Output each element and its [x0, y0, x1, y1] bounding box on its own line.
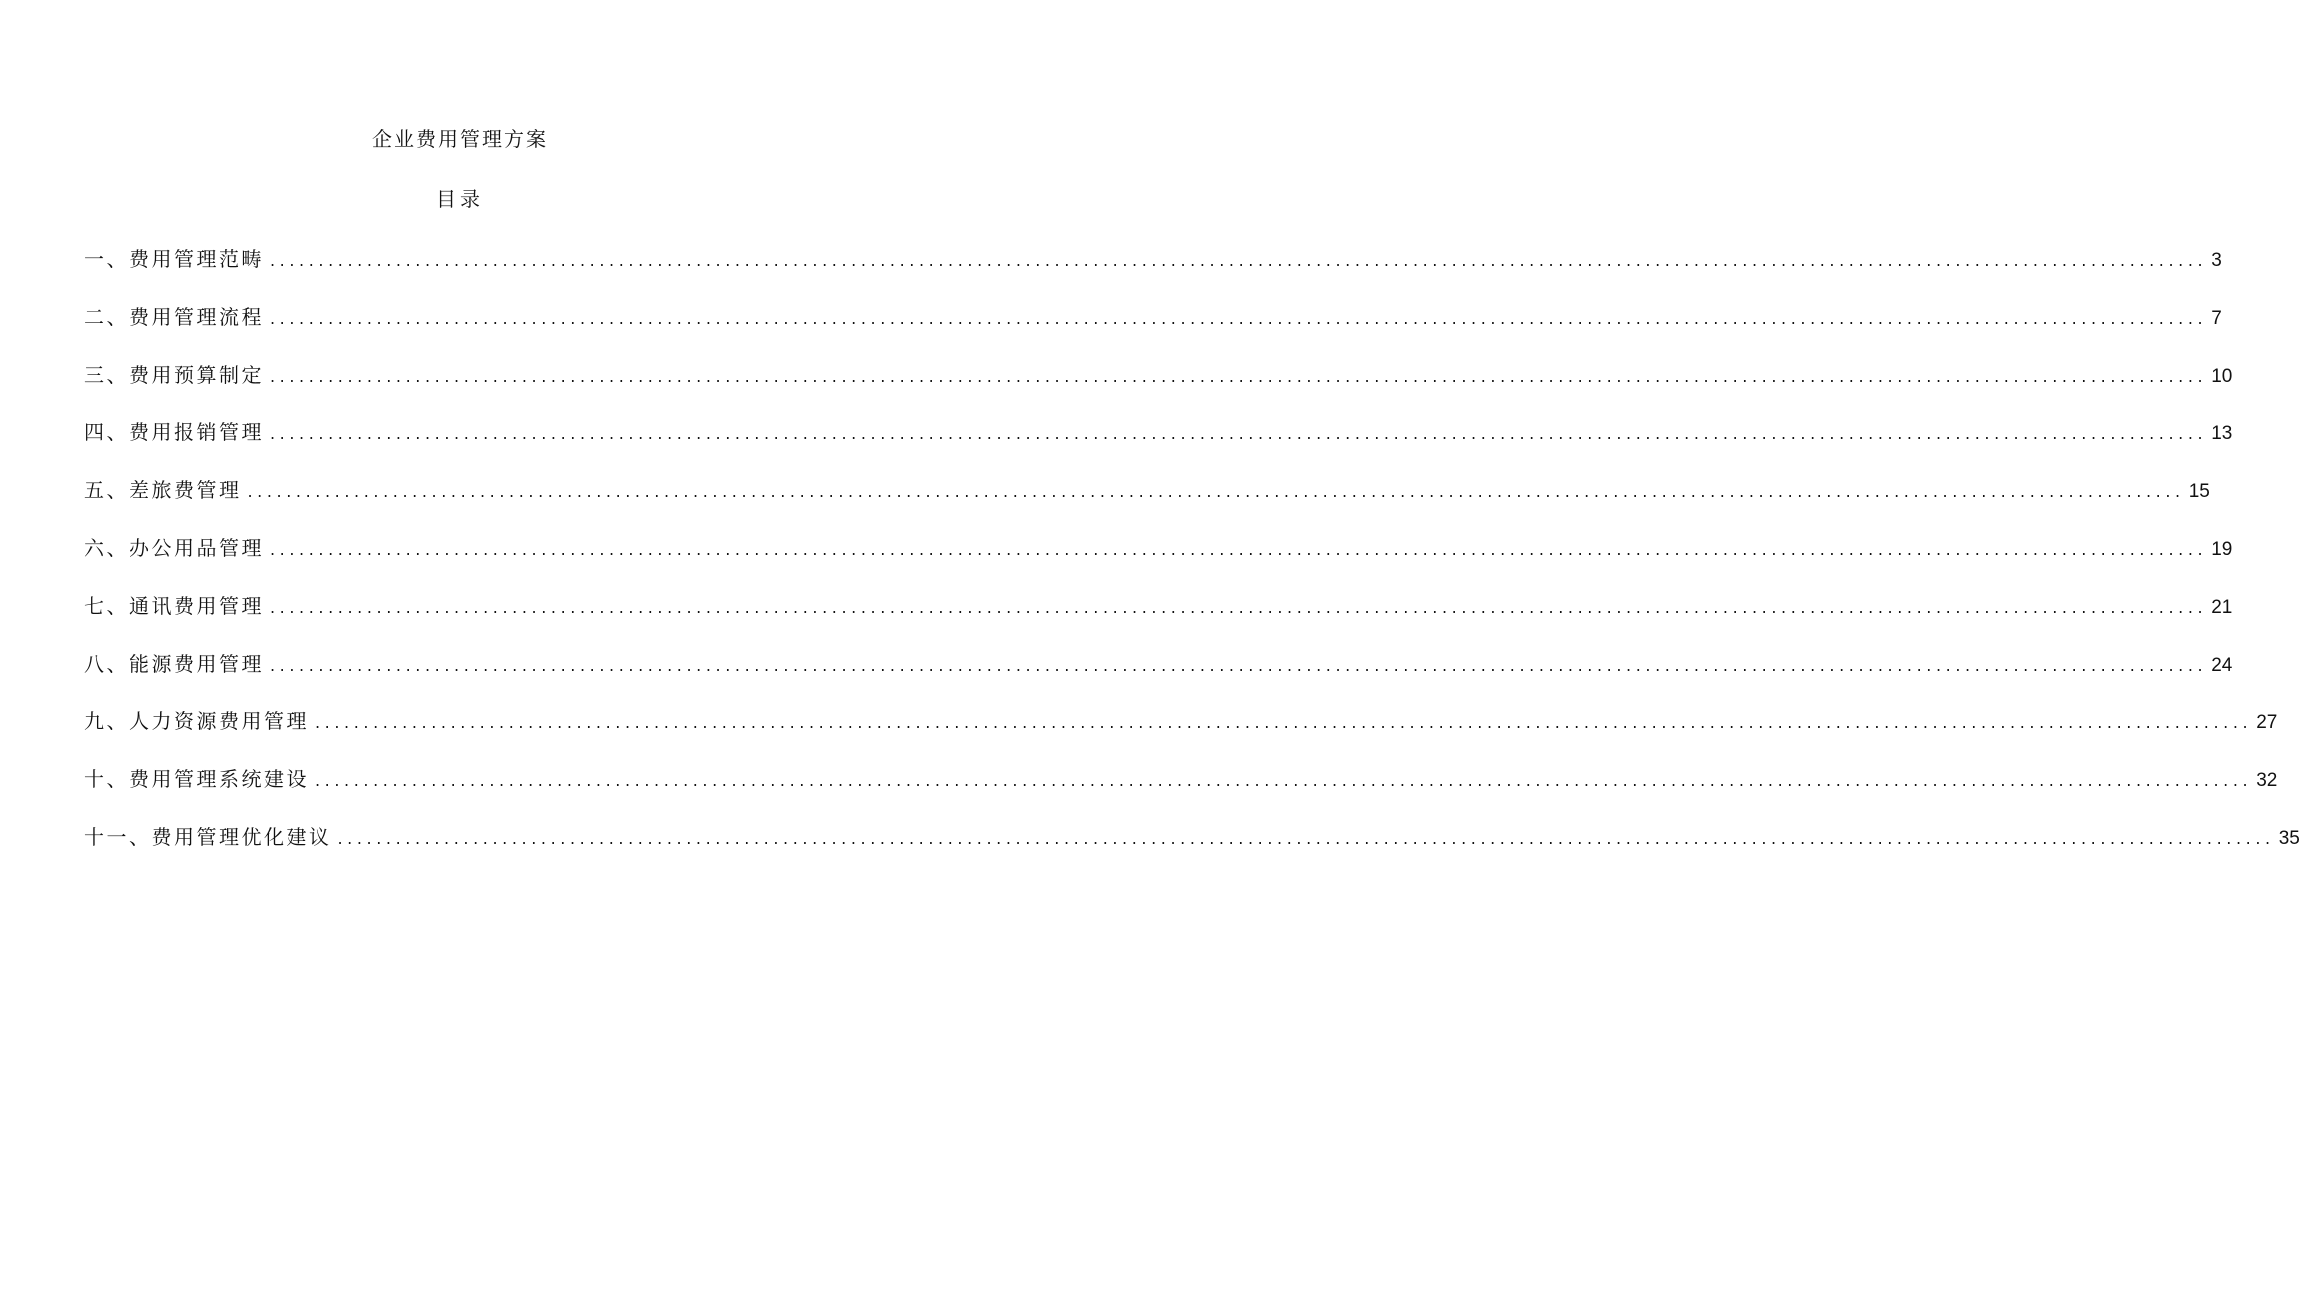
toc-entry-page: 7: [2211, 307, 2222, 329]
toc-entry[interactable]: [84, 706, 2278, 764]
toc-leader-dots: ........................................................................................................................................................................................................: [337, 828, 2275, 848]
toc-leader-dots: ........................................................................................................................................................................................................: [270, 308, 2208, 328]
toc-entry[interactable]: [84, 417, 2233, 475]
toc-heading: 目录: [436, 187, 484, 211]
toc-entry-label: 十、费用管理系统建设: [84, 767, 309, 792]
toc-entry-label: 八、能源费用管理: [84, 651, 264, 676]
toc-leader-dots: ........................................................................................................................................................................................................: [315, 713, 2253, 733]
toc-leader-dots: ........................................................................................................................................................................................................: [270, 597, 2208, 617]
toc-entry-label: 四、费用报销管理: [84, 420, 264, 445]
toc-entry[interactable]: [84, 591, 2233, 649]
toc-entry[interactable]: [84, 302, 2222, 360]
toc-entry-page: 27: [2256, 712, 2278, 734]
toc-entry-label: 三、费用预算制定: [84, 362, 264, 387]
toc-entry[interactable]: [84, 244, 2222, 302]
toc-entry-label: 二、费用管理流程: [84, 304, 264, 329]
table-of-contents: [84, 244, 2300, 880]
toc-entry[interactable]: [84, 649, 2233, 707]
toc-leader-dots: ........................................................................................................................................................................................................: [315, 771, 2253, 791]
toc-entry-label: 九、人力资源费用管理: [84, 709, 309, 734]
toc-leader-dots: ........................................................................................................................................................................................................: [270, 655, 2208, 675]
toc-leader-dots: ........................................................................................................................................................................................................: [270, 366, 2208, 386]
toc-entry[interactable]: [84, 475, 2210, 533]
toc-leader-dots: ........................................................................................................................................................................................................: [270, 251, 2208, 270]
toc-leader-dots: ........................................................................................................................................................................................................: [270, 539, 2208, 559]
toc-entry-label: 十一、费用管理优化建议: [84, 824, 332, 849]
toc-entry-page: 10: [2211, 365, 2233, 387]
toc-entry-page: 21: [2211, 596, 2233, 618]
toc-entry-label: 六、办公用品管理: [84, 535, 264, 560]
toc-entry-label: 五、差旅费管理: [84, 478, 242, 503]
toc-entry-label: 七、通讯费用管理: [84, 593, 264, 618]
toc-entry[interactable]: [84, 822, 2300, 880]
toc-entry-page: 35: [2278, 827, 2300, 849]
toc-entry[interactable]: [84, 533, 2233, 591]
toc-leader-dots: ........................................................................................................................................................................................................: [247, 482, 2185, 502]
toc-entry-label: 一、费用管理范畴: [84, 247, 264, 271]
toc-entry-page: 24: [2211, 654, 2233, 676]
document-title: 企业费用管理方案: [372, 127, 548, 151]
toc-leader-dots: ........................................................................................................................................................................................................: [270, 424, 2208, 444]
toc-entry-page: 19: [2211, 538, 2233, 560]
toc-entry-page: 32: [2256, 770, 2278, 792]
toc-entry-page: 3: [2211, 250, 2222, 271]
toc-entry-page: 13: [2211, 423, 2233, 445]
toc-entry[interactable]: [84, 764, 2278, 822]
toc-entry-page: 15: [2188, 481, 2210, 503]
toc-entry[interactable]: [84, 360, 2233, 418]
